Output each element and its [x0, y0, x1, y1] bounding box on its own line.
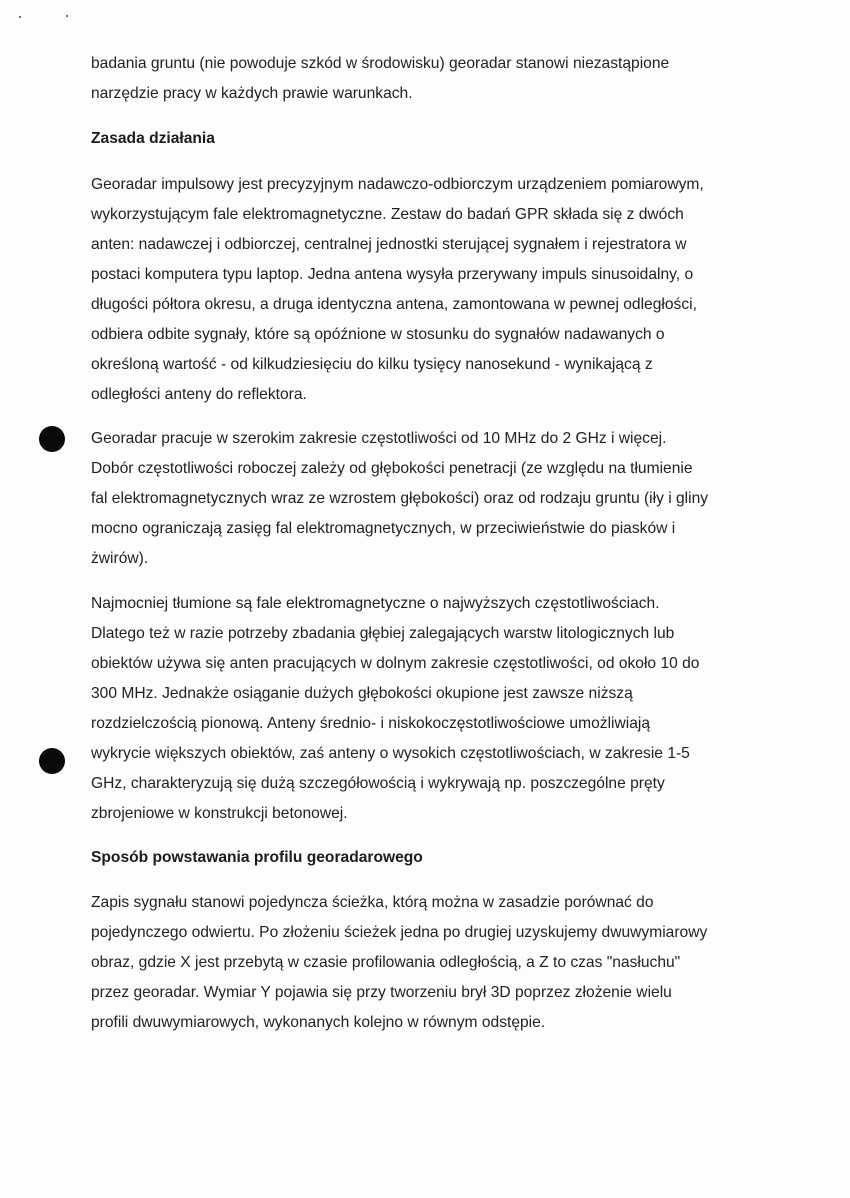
text-line: odbiera odbite sygnały, które są opóźnione w stosunku do sygnałów nadawanych o	[91, 326, 665, 343]
text-line: określoną wartość - od kilkudziesięciu do kilku tysięcy nanosekund - wynikającą z	[91, 356, 653, 373]
text-line: badania gruntu (nie powoduje szkód w środowisku) georadar stanowi niezastąpione	[91, 55, 670, 72]
text-line: narzędzie pracy w każdych prawie warunkach.	[91, 85, 413, 102]
text-line: Georadar pracuje w szerokim zakresie częstotliwości od 10 MHz do 2 GHz i więcej.	[91, 430, 667, 447]
text-line: Najmocniej tłumione są fale elektromagnetyczne o najwyższych częstotliwościach.	[91, 595, 660, 612]
paragraph	[91, 424, 791, 574]
text-line: profili dwuwymiarowych, wykonanych kolejno w równym odstępie.	[91, 1014, 546, 1031]
text-line: długości półtora okresu, a druga identyczna antena, zamontowana w pewnej odległości,	[91, 296, 697, 313]
intro-paragraph	[91, 49, 791, 109]
punch-hole	[39, 426, 65, 452]
text-line: Georadar impulsowy jest precyzyjnym nadawczo-odbiorczym urządzeniem pomiarowym,	[91, 176, 704, 193]
text-line: pojedynczego odwiertu. Po złożeniu ścieżek jedna po drugiej uzyskujemy dwuwymiarowy	[91, 924, 708, 941]
paragraph	[91, 170, 791, 410]
text-line: Zapis sygnału stanowi pojedyncza ścieżka, którą można w zasadzie porównać do	[91, 894, 654, 911]
section-heading: Zasada działania	[91, 130, 215, 147]
text-line: rozdzielczością pionową. Anteny średnio- i niskokoczęstotliwościowe umożliwiają	[91, 715, 651, 732]
text-line: Dobór częstotliwości roboczej zależy od głębokości penetracji (ze względu na tłumienie	[91, 460, 693, 477]
text-line: zbrojeniowe w konstrukcji betonowej.	[91, 805, 348, 822]
section-heading: Sposób powstawania profilu georadarowego	[91, 849, 423, 866]
text-line: GHz, charakteryzują się dużą szczegółowością i wykrywają np. poszczególne pręty	[91, 775, 665, 792]
scan-speck	[66, 15, 68, 17]
text-line: wykorzystującym fale elektromagnetyczne. Zestaw do badań GPR składa się z dwóch	[91, 206, 684, 223]
text-line: obraz, gdzie X jest przebytą w czasie profilowania odległością, a Z to czas "nasłuchu"	[91, 954, 681, 971]
text-line: odległości anteny do reflektora.	[91, 386, 307, 403]
text-line: przez georadar. Wymiar Y pojawia się przy tworzeniu brył 3D poprzez złożenie wielu	[91, 984, 672, 1001]
text-line: postaci komputera typu laptop. Jedna antena wysyła przerywany impuls sinusoidalny, o	[91, 266, 694, 283]
paragraph	[91, 589, 791, 829]
text-line: fal elektromagnetycznych wraz ze wzrostem głębokości) oraz od rodzaju gruntu (iły i gliny	[91, 490, 709, 507]
text-line: obiektów używa się anten pracujących w dolnym zakresie częstotliwości, od około 10 do	[91, 655, 700, 672]
text-line: wykrycie większych obiektów, zaś anteny o wysokich częstotliwościach, w zakresie 1-5	[91, 745, 690, 762]
text-line: anten: nadawczej i odbiorczej, centralnej jednostki sterującej sygnałem i rejestratora w	[91, 236, 687, 253]
paragraph	[91, 888, 791, 1038]
text-line: żwirów).	[91, 550, 149, 567]
text-line: mocno ograniczają zasięg fal elektromagnetycznych, w przeciwieństwie do piasków i	[91, 520, 676, 537]
scan-speck	[19, 16, 21, 18]
text-line: Dlatego też w razie potrzeby zbadania głębiej zalegających warstw litologicznych lub	[91, 625, 675, 642]
punch-hole	[39, 748, 65, 774]
text-line: 300 MHz. Jednakże osiąganie dużych głębokości okupione jest zawsze niższą	[91, 685, 633, 702]
